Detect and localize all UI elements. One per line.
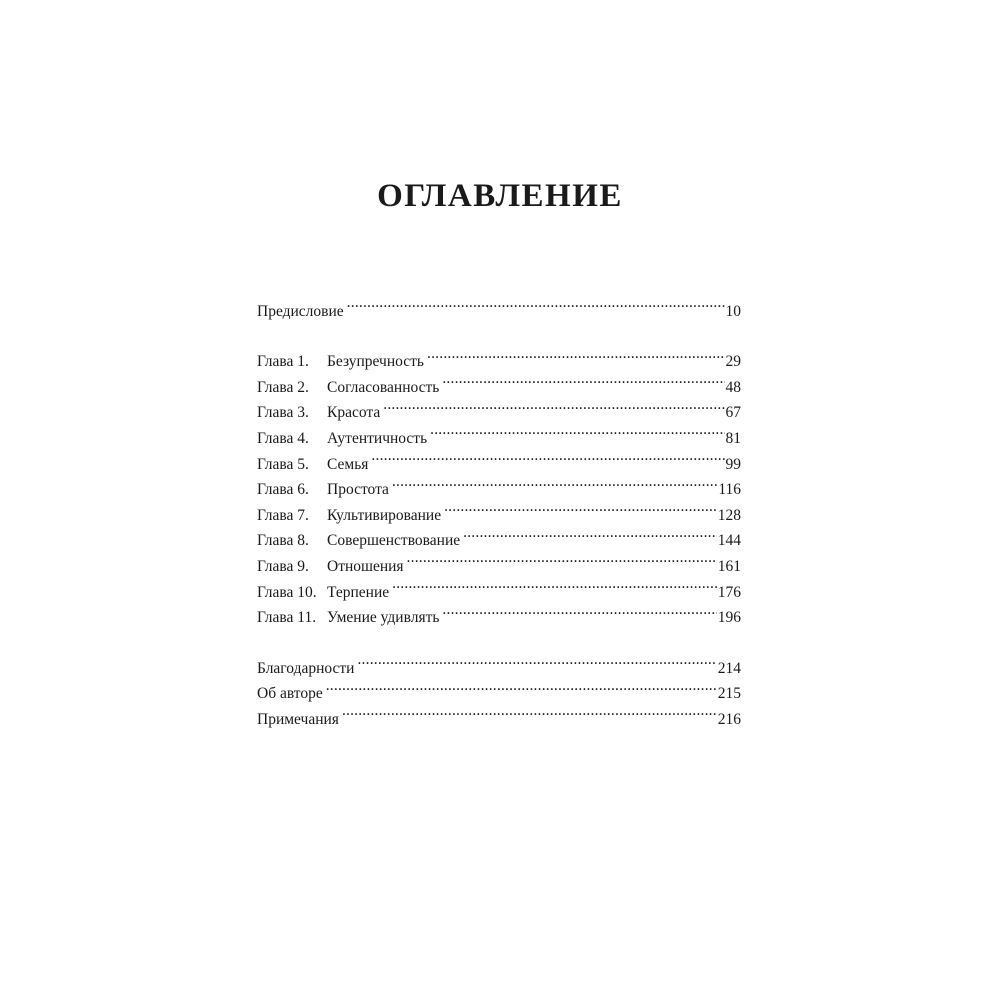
dot-leader <box>392 571 717 597</box>
dot-leader <box>326 673 717 699</box>
toc-page-number: 216 <box>717 710 741 728</box>
chapter-title: Культивирование <box>327 506 442 524</box>
toc-page-number: 48 <box>725 378 741 396</box>
chapter-label: Глава 11. <box>257 609 317 627</box>
toc-entry-title: Об авторе <box>257 685 323 703</box>
chapter-label: Глава 2. <box>257 378 309 396</box>
chapter-title: Совершенствование <box>327 532 461 550</box>
chapter-label: Глава 10. <box>257 583 317 601</box>
table-of-contents <box>257 290 741 728</box>
toc-entry-notes <box>257 698 741 728</box>
chapter-label: Глава 9. <box>257 557 309 575</box>
chapter-label: Глава 4. <box>257 429 309 447</box>
dot-leader <box>444 494 717 520</box>
toc-page-number: 67 <box>725 404 741 422</box>
toc-page-number: 215 <box>717 685 741 703</box>
toc-entry-title: Благодарности <box>257 659 355 677</box>
toc-page-number: 10 <box>725 302 741 320</box>
dot-leader <box>463 520 717 546</box>
toc-page-number: 99 <box>725 455 741 473</box>
chapter-label: Глава 3. <box>257 404 309 422</box>
chapter-label: Глава 8. <box>257 532 309 550</box>
chapter-title: Простота <box>327 481 389 499</box>
chapter-title: Умение удивлять <box>327 609 440 627</box>
chapter-title: Отношения <box>327 557 404 575</box>
dot-leader <box>383 392 724 418</box>
toc-entry-title: Примечания <box>257 710 339 728</box>
toc-page-number: 116 <box>718 481 741 499</box>
chapter-title: Аутентичность <box>327 429 428 447</box>
page-title: ОГЛАВЛЕНИЕ <box>377 178 623 214</box>
toc-page-number: 161 <box>717 557 741 575</box>
dot-leader <box>427 341 724 367</box>
toc-page-number: 176 <box>717 583 741 601</box>
dot-leader <box>407 545 717 571</box>
dot-leader <box>342 698 717 724</box>
dot-leader <box>392 469 717 495</box>
chapter-label: Глава 6. <box>257 481 309 499</box>
toc-entry-about-author <box>257 673 741 703</box>
toc-page-number: 29 <box>725 353 741 371</box>
toc-chapter-entry <box>257 341 741 371</box>
toc-entry-title: Предисловие <box>257 302 344 320</box>
toc-entry-acknowledgements <box>257 647 741 677</box>
dot-leader <box>430 417 724 443</box>
dot-leader <box>347 290 725 316</box>
dot-leader <box>442 597 716 623</box>
toc-page-number: 81 <box>725 429 741 447</box>
dot-leader <box>357 647 716 673</box>
chapter-title: Терпение <box>327 583 390 601</box>
chapter-label: Глава 5. <box>257 455 309 473</box>
toc-page-number: 128 <box>717 506 741 524</box>
toc-page-number: 196 <box>717 609 741 627</box>
chapter-label: Глава 1. <box>257 353 309 371</box>
dot-leader <box>371 443 724 469</box>
toc-page-number: 214 <box>717 659 741 677</box>
chapter-title: Семья <box>327 455 369 473</box>
chapter-title: Безупречность <box>327 353 425 371</box>
chapter-title: Согласованность <box>327 378 440 396</box>
chapter-title: Красота <box>327 404 381 422</box>
dot-leader <box>442 366 724 392</box>
toc-entry-preface <box>257 290 741 320</box>
chapter-label: Глава 7. <box>257 506 309 524</box>
toc-page-number: 144 <box>717 532 741 550</box>
